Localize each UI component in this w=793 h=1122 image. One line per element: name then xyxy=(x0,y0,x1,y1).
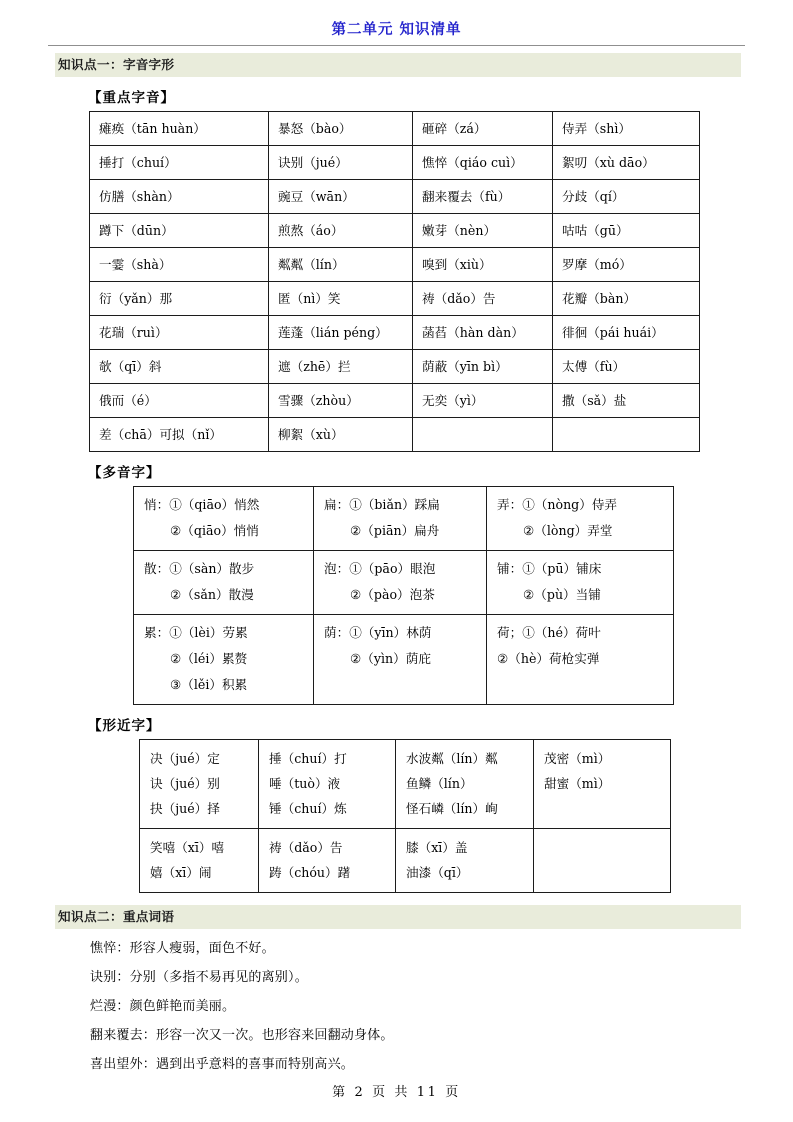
pronunciation-cell: 蹲下（dūn） xyxy=(90,214,269,248)
vocabulary-item: 烂漫：颜色鲜艳而美丽。 xyxy=(90,999,236,1014)
similar-character-line: 抉（jué）择 xyxy=(150,801,220,816)
polyphonic-characters-body xyxy=(134,487,674,705)
polyphonic-head: 悄：①（qiāo）悄然 xyxy=(144,497,260,512)
polyphonic-reading: ②（lòng）弄堂 xyxy=(523,523,613,538)
polyphonic-head: 泡：①（pāo）眼泡 xyxy=(324,561,436,576)
section-1-key: 知识点一： xyxy=(58,57,123,72)
pronunciation-cell: 一霎（shà） xyxy=(90,248,269,282)
pronunciation-cell: 荫蔽（yīn bì） xyxy=(413,350,553,384)
polyphonic-head: 弄：①（nòng）侍弄 xyxy=(497,497,618,512)
section-header-knowledge-point-2 xyxy=(55,905,741,929)
table-row xyxy=(90,350,700,384)
polyphonic-reading: ②（hè）荷枪实弹 xyxy=(497,651,600,666)
table-row xyxy=(90,112,700,146)
table-row xyxy=(90,316,700,350)
similar-character-line: 诀（jué）别 xyxy=(150,776,220,791)
pronunciation-cell: 嫩芽（nèn） xyxy=(413,214,553,248)
pronunciation-cell: 罗摩（mó） xyxy=(553,248,700,282)
table-row xyxy=(134,487,674,551)
polyphonic-reading: ②（yìn）荫庇 xyxy=(350,651,431,666)
vocabulary-item: 憔悴：形容人瘦弱，面色不好。 xyxy=(90,941,275,956)
similar-character-line: 油漆（qī） xyxy=(406,865,469,880)
pronunciation-cell: 粼粼（lín） xyxy=(269,248,413,282)
header-divider xyxy=(48,45,745,46)
similar-character-cell xyxy=(534,740,671,829)
pronunciation-cell: 煎熬（áo） xyxy=(269,214,413,248)
polyphonic-cell xyxy=(487,615,674,705)
pronunciation-cell: 无奕（yì） xyxy=(413,384,553,418)
subheading-key-pronunciations: 【重点字音】 xyxy=(88,90,175,106)
similar-characters-body xyxy=(140,740,671,893)
table-row xyxy=(140,829,671,893)
polyphonic-cell xyxy=(134,615,314,705)
empty-cell xyxy=(553,418,700,452)
pronunciation-cell: 欹（qī）斜 xyxy=(90,350,269,384)
pronunciation-cell: 捶打（chuí） xyxy=(90,146,269,180)
polyphonic-reading: ②（pù）当铺 xyxy=(523,587,601,602)
section-header-knowledge-point-1 xyxy=(55,53,741,77)
table-row xyxy=(90,282,700,316)
similar-characters-table xyxy=(139,739,671,893)
table-row xyxy=(134,551,674,615)
pronunciation-cell: 花瓣（bàn） xyxy=(553,282,700,316)
polyphonic-head: 荷；①（hé）荷叶 xyxy=(497,625,601,640)
pronunciation-cell: 咕咕（gū） xyxy=(553,214,700,248)
pronunciation-cell: 花瑞（ruì） xyxy=(90,316,269,350)
vocabulary-item: 喜出望外：遇到出乎意料的喜事而特别高兴。 xyxy=(90,1057,355,1072)
similar-character-line: 决（jué）定 xyxy=(150,751,220,766)
table-row xyxy=(134,615,674,705)
polyphonic-cell xyxy=(314,615,487,705)
polyphonic-reading: ②（sǎn）散漫 xyxy=(170,587,254,602)
similar-character-line: 捶（chuí）打 xyxy=(269,751,347,766)
pronunciation-cell: 莲蓬（lián péng） xyxy=(269,316,413,350)
vocabulary-item: 翻来覆去：形容一次又一次。也形容来回翻动身体。 xyxy=(90,1028,394,1043)
table-row xyxy=(90,418,700,452)
table-row xyxy=(90,146,700,180)
polyphonic-cell xyxy=(314,487,487,551)
pronunciation-cell: 遮（zhē）拦 xyxy=(269,350,413,384)
page-footer: 第 2 页 共 11 页 xyxy=(332,1085,461,1100)
pronunciation-cell: 仿膳（shàn） xyxy=(90,180,269,214)
polyphonic-head: 累：①（lèi）劳累 xyxy=(144,625,248,640)
pronunciation-cell: 匿（nì）笑 xyxy=(269,282,413,316)
similar-character-cell xyxy=(140,829,259,893)
similar-character-line: 嬉（xī）闹 xyxy=(150,865,212,880)
pronunciation-cell: 徘徊（pái huái） xyxy=(553,316,700,350)
pronunciation-cell: 豌豆（wān） xyxy=(269,180,413,214)
polyphonic-characters-table xyxy=(133,486,674,705)
empty-cell xyxy=(413,418,553,452)
pronunciation-cell: 祷（dǎo）告 xyxy=(413,282,553,316)
pronunciation-cell: 差（chā）可拟（nǐ） xyxy=(90,418,269,452)
pronunciation-cell: 衍（yǎn）那 xyxy=(90,282,269,316)
polyphonic-reading: ③（lěi）积累 xyxy=(170,677,248,692)
table-row xyxy=(90,214,700,248)
similar-character-cell xyxy=(259,829,396,893)
table-row xyxy=(90,384,700,418)
table-row xyxy=(90,180,700,214)
subheading-similar-characters: 【形近字】 xyxy=(88,718,161,734)
polyphonic-cell xyxy=(314,551,487,615)
section-2-key: 知识点二： xyxy=(58,909,123,924)
table-row xyxy=(140,740,671,829)
similar-character-line: 祷（dǎo）告 xyxy=(269,840,343,855)
polyphonic-head: 荫：①（yīn）林荫 xyxy=(324,625,432,640)
polyphonic-head: 铺：①（pū）铺床 xyxy=(497,561,602,576)
pronunciation-cell: 絮叨（xù dāo） xyxy=(553,146,700,180)
key-vocabulary-list xyxy=(0,934,793,1079)
pronunciation-cell: 憔悴（qiáo cuì） xyxy=(413,146,553,180)
pronunciation-cell: 撒（sǎ）盐 xyxy=(553,384,700,418)
polyphonic-cell xyxy=(487,551,674,615)
polyphonic-cell xyxy=(134,551,314,615)
similar-character-line: 踌（chóu）躇 xyxy=(269,865,351,880)
subheading-polyphonic-characters: 【多音字】 xyxy=(88,465,161,481)
similar-character-line: 锤（chuí）炼 xyxy=(269,801,347,816)
pronunciation-cell: 太傅（fù） xyxy=(553,350,700,384)
key-pronunciations-body xyxy=(90,112,700,452)
polyphonic-cell xyxy=(487,487,674,551)
polyphonic-reading: ②（léi）累赘 xyxy=(170,651,248,666)
polyphonic-reading: ②（pào）泡茶 xyxy=(350,587,435,602)
polyphonic-cell xyxy=(134,487,314,551)
polyphonic-head: 散：①（sàn）散步 xyxy=(144,561,255,576)
similar-character-line: 水波粼（lín）粼 xyxy=(406,751,498,766)
pronunciation-cell: 侍弄（shì） xyxy=(553,112,700,146)
pronunciation-cell: 菡萏（hàn dàn） xyxy=(413,316,553,350)
similar-character-cell xyxy=(396,740,534,829)
similar-character-line: 怪石嶙（lín）峋 xyxy=(406,801,498,816)
pronunciation-cell: 瘫痪（tān huàn） xyxy=(90,112,269,146)
section-1-name: 字音字形 xyxy=(122,57,175,72)
similar-character-line: 甜蜜（mì） xyxy=(544,776,611,791)
polyphonic-reading: ②（qiāo）悄悄 xyxy=(170,523,259,538)
similar-character-line: 膝（xī）盖 xyxy=(406,840,468,855)
pronunciation-cell: 翻来覆去（fù） xyxy=(413,180,553,214)
key-pronunciations-table xyxy=(89,111,700,452)
polyphonic-head: 扁：①（biǎn）踩扁 xyxy=(324,497,440,512)
document-title: 第二单元 知识清单 xyxy=(331,22,462,38)
pronunciation-cell: 暴怒（bào） xyxy=(269,112,413,146)
table-row xyxy=(90,248,700,282)
similar-character-line: 笑嘻（xī）嘻 xyxy=(150,840,225,855)
similar-character-line: 茂密（mì） xyxy=(544,751,611,766)
similar-character-line: 鱼鳞（lín） xyxy=(406,776,473,791)
pronunciation-cell: 砸碎（zá） xyxy=(413,112,553,146)
polyphonic-reading: ②（piān）扁舟 xyxy=(350,523,440,538)
pronunciation-cell: 嗅到（xiù） xyxy=(413,248,553,282)
pronunciation-cell: 俄而（é） xyxy=(90,384,269,418)
pronunciation-cell: 雪骤（zhòu） xyxy=(269,384,413,418)
empty-cell xyxy=(534,829,671,893)
pronunciation-cell: 诀别（jué） xyxy=(269,146,413,180)
vocabulary-item: 诀别：分别（多指不易再见的离别）。 xyxy=(90,970,308,985)
similar-character-cell xyxy=(396,829,534,893)
similar-character-cell xyxy=(140,740,259,829)
similar-character-line: 唾（tuò）液 xyxy=(269,776,341,791)
similar-character-cell xyxy=(259,740,396,829)
pronunciation-cell: 柳絮（xù） xyxy=(269,418,413,452)
pronunciation-cell: 分歧（qí） xyxy=(553,180,700,214)
section-2-name: 重点词语 xyxy=(122,909,175,924)
